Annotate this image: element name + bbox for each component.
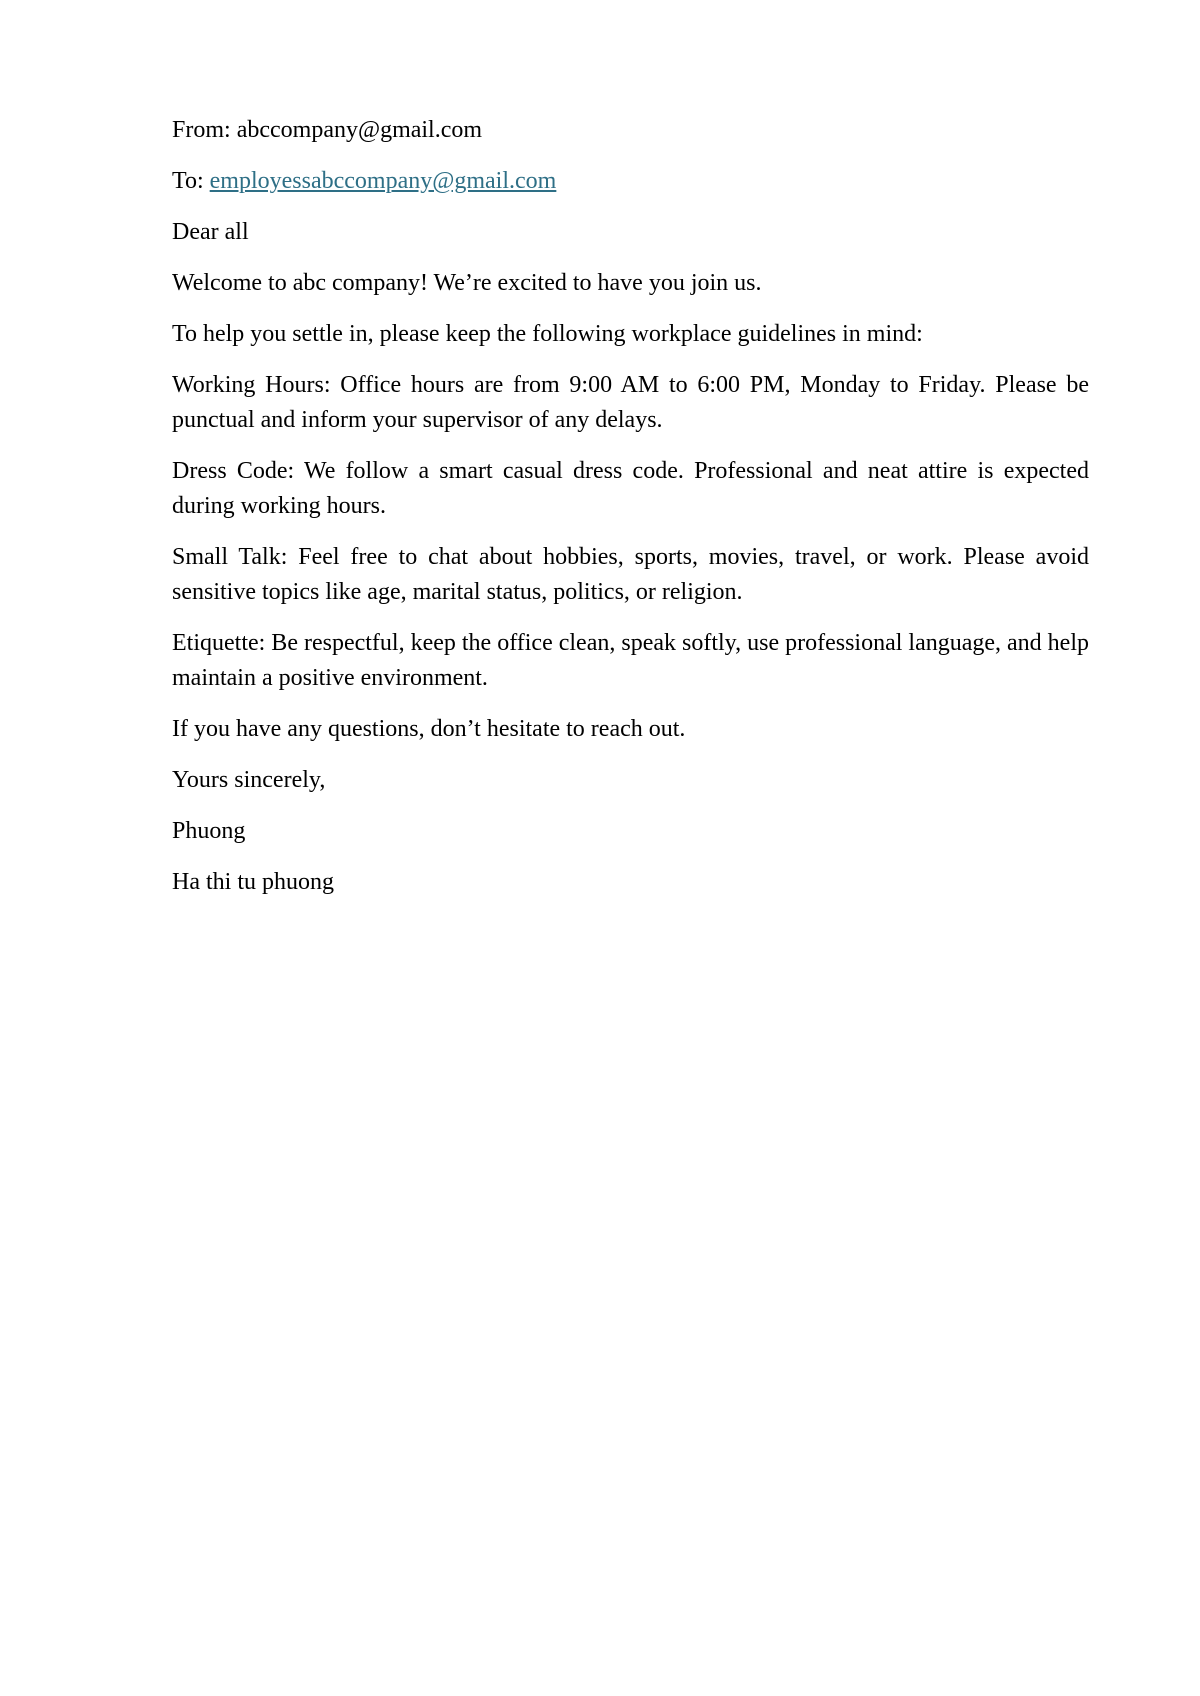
to-line: [172, 164, 1089, 199]
closing-note: If you have any questions, don’t hesitate to reach out.: [172, 716, 686, 742]
guideline-small-talk: Small Talk: Feel free to chat about hobbies, sports, movies, travel, or work. Please avoid sensitive topics like age, marital status, politics, or religion.: [172, 544, 1089, 605]
to-label: To:: [172, 168, 210, 194]
from-label: From:: [172, 117, 237, 143]
intro-paragraph: To help you settle in, please keep the following workplace guidelines in mind:: [172, 321, 923, 347]
sign-off: Yours sincerely,: [172, 767, 326, 793]
greeting: Dear all: [172, 219, 249, 245]
from-line: [172, 113, 1089, 148]
guideline-dress-code: Dress Code: We follow a smart casual dress code. Professional and neat attire is expected during working hours.: [172, 458, 1089, 519]
email-body: [172, 113, 1089, 916]
welcome-paragraph: Welcome to abc company! We’re excited to have you join us.: [172, 270, 762, 296]
to-address-link[interactable]: employessabccompany@gmail.com: [209, 168, 557, 194]
signature: Phuong: [172, 818, 246, 844]
from-address: abccompany@gmail.com: [236, 117, 483, 143]
full-name: Ha thi tu phuong: [172, 869, 334, 895]
guideline-etiquette: Etiquette: Be respectful, keep the office clean, speak softly, use professional language, and help maintain a positive environment.: [172, 630, 1090, 691]
guideline-working-hours: Working Hours: Office hours are from 9:00 AM to 6:00 PM, Monday to Friday. Please be punctual and inform your supervisor of any delays.: [172, 372, 1089, 433]
